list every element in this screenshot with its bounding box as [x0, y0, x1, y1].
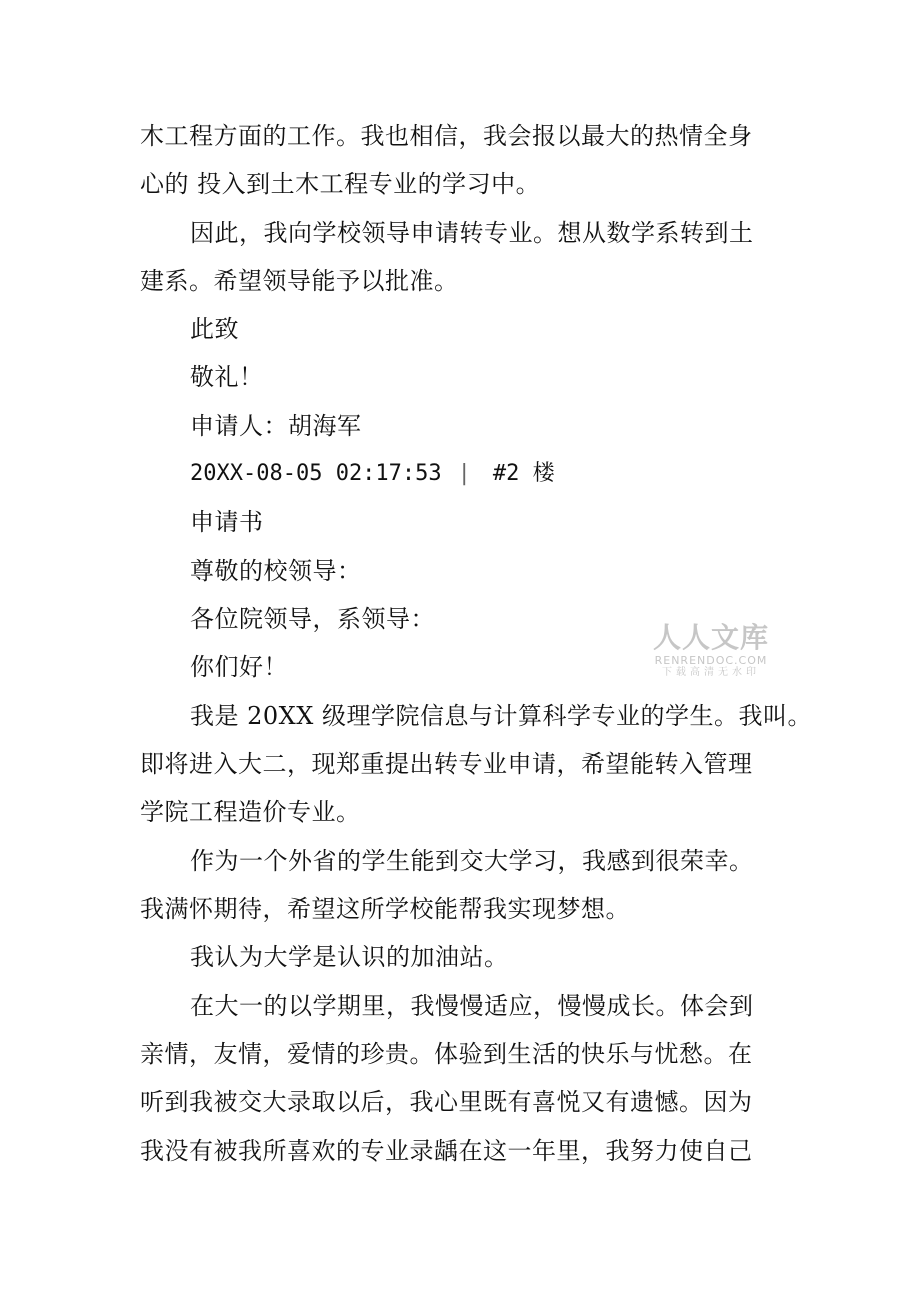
post-meta — [190, 459, 555, 489]
post-meta-separator: | — [457, 461, 471, 486]
closing-regards: 敬礼！ — [190, 363, 264, 391]
paragraph-line: 即将进入大二，现郑重提出转专业申请，希望能转入管理 — [140, 750, 753, 778]
paragraph-line: 在大一的以学期里，我慢慢适应，慢慢成长。体会到 — [190, 992, 754, 1020]
paragraph-line: 心的 投入到土木工程专业的学习中。 — [140, 170, 541, 198]
paragraph-line: 我满怀期待，希望这所学校能帮我实现梦想。 — [140, 895, 630, 923]
paragraph-line: 亲情，友情，爱情的珍贵。体验到生活的快乐与忧愁。在 — [140, 1040, 753, 1068]
paragraph-line: 学院工程造价专业。 — [140, 798, 361, 826]
applicant-signature: 申请人：胡海军 — [190, 412, 362, 440]
paragraph-line: 因此，我向学校领导申请转专业。想从数学系转到土 — [190, 219, 754, 247]
post-floor-link[interactable]: #2 楼 — [492, 461, 555, 486]
paragraph-line: 听到我被交大录取以后，我心里既有喜悦又有遗憾。因为 — [140, 1088, 753, 1116]
watermark-title: 人人文库 — [652, 621, 769, 654]
salutation: 各位院领导，系领导： — [190, 605, 435, 633]
watermark-subtitle: 下载高清无水印 — [662, 667, 760, 678]
paragraph-line: 作为一个外省的学生能到交大学习，我感到很荣幸。 — [190, 847, 754, 875]
paragraph-line: 我没有被我所喜欢的专业录龋在这一年里，我努力使自己 — [140, 1137, 753, 1165]
paragraph-line: 木工程方面的工作。我也相信，我会报以最大的热情全身 — [140, 122, 753, 150]
paragraph-line: 我是 20XX 级理学院信息与计算科学专业的学生。我叫。 — [190, 702, 812, 730]
closing-salutation: 此致 — [190, 315, 239, 343]
watermark-domain: RENRENDOC.COM — [654, 654, 768, 667]
post-timestamp: 20XX-08-05 02:17:53 — [190, 461, 442, 486]
document-title: 申请书 — [190, 508, 264, 536]
paragraph-line: 建系。希望领导能予以批准。 — [140, 267, 459, 295]
greeting: 你们好！ — [190, 653, 288, 681]
salutation: 尊敬的校领导： — [190, 557, 362, 585]
paragraph-line: 我认为大学是认识的加油站。 — [190, 943, 509, 971]
watermark-logo — [646, 622, 776, 679]
